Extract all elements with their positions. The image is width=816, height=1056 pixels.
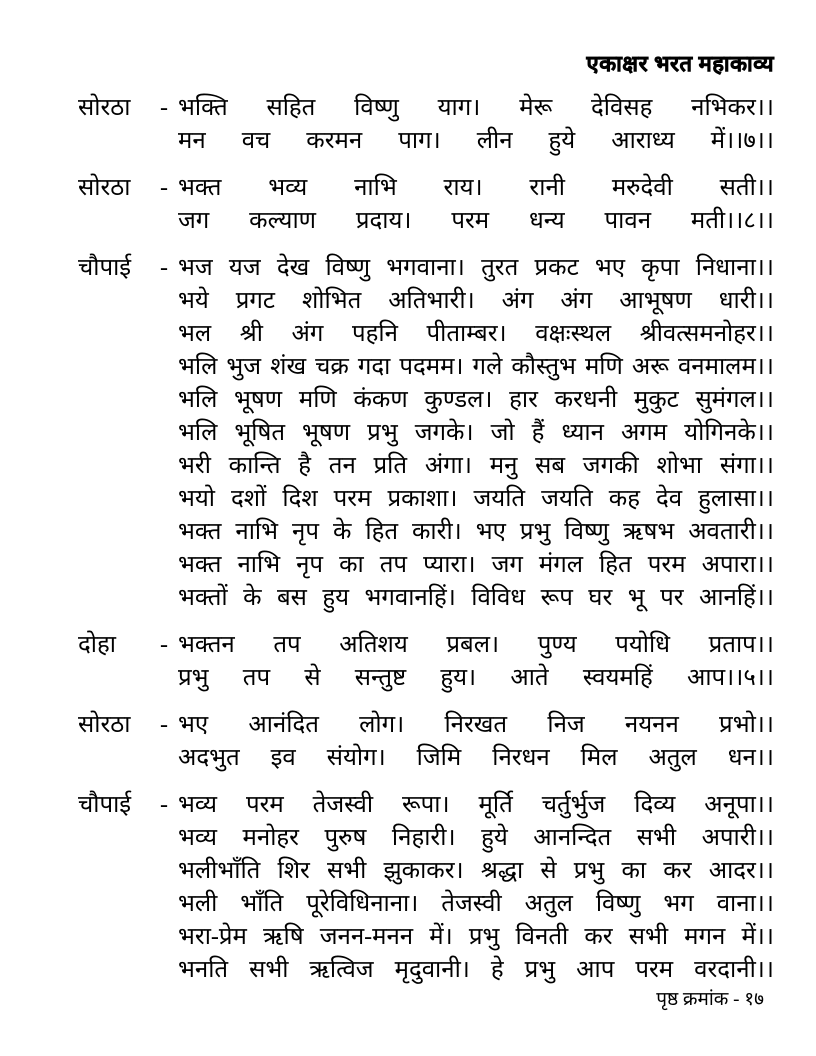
verse-line: भव्य मनोहर पुरुष निहारी। हुये आनन्दित सभी अपारी।। <box>178 825 774 851</box>
verse-line: भलीभाँति शिर सभी झुकाकर। श्रद्धा से प्रभु का कर आदर।। <box>178 858 774 884</box>
verse-line: जग कल्याण प्रदाय। परम धन्य पावन मती।।८।। <box>178 208 774 234</box>
stanza-dash: - <box>160 792 168 818</box>
stanza <box>78 92 774 158</box>
verse-line: भये प्रगट शोभित अतिभारी। अंग अंग आभूषण धारी।। <box>178 288 774 314</box>
stanza-type-label: चौपाई <box>78 255 132 281</box>
verse-line: भलि भूषित भूषण प्रभु जगके। जो हैं ध्यान अगम योगिनके।। <box>178 420 774 446</box>
stanza-lines <box>178 709 774 775</box>
stanza <box>78 629 774 695</box>
verse-line: भली भाँति पूरेविधिनाना। तेजस्वी अतुल विष्णु भग वाना।। <box>178 891 774 917</box>
verse-line: भनति सभी ऋत्विज मृदुवानी। हे प्रभु आप परम वरदानी।। <box>178 957 774 983</box>
page-header-title: एकाक्षर भरत महाकाव्य <box>586 51 774 76</box>
verse-line: अदभुत इव संयोग। जिमि निरधन मिल अतुल धन।। <box>178 745 774 771</box>
stanza <box>78 789 774 987</box>
verse-line: प्रभु तप से सन्तुष्ट हुय। आते स्वयमहिं आप।।५।। <box>178 665 774 691</box>
verse-line: भक्त नाभि नृप का तप प्यारा। जग मंगल हित परम अपारा।। <box>178 552 774 578</box>
verse-line: भक्त नाभि नृप के हित कारी। भए प्रभु विष्णु ऋषभ अवतारी।। <box>178 519 774 545</box>
stanza-type-label: सोरठा <box>78 712 131 738</box>
stanza-lines <box>178 252 774 615</box>
stanza <box>78 252 774 615</box>
stanza-dash: - <box>160 255 168 281</box>
verse-line: भलि भूषण मणि कंकण कुण्डल। हार करधनी मुकुट सुमंगल।। <box>178 387 774 413</box>
verse-line: भक्तों के बस हुय भगवानहिं। विविध रूप घर भू पर आनहिं।। <box>178 585 774 611</box>
stanza-lines <box>178 629 774 695</box>
verse-line: मन वच करमन पाग। लीन हुये आराध्य में।।७।। <box>178 128 774 154</box>
verse-line: भलि भुज शंख चक्र गदा पदमम। गले कौस्तुभ मणि अरू वनमालम।। <box>178 354 774 380</box>
verse-line: भक्त भव्य नाभि राय। रानी मरुदेवी सती।। <box>178 175 774 201</box>
stanza-dash: - <box>160 175 168 201</box>
stanza-dash: - <box>160 712 168 738</box>
page-number: पृष्ठ क्रमांक - १७ <box>656 989 764 1010</box>
verse-line: भज यज देख विष्णु भगवाना। तुरत प्रकट भए कृपा निधाना।। <box>178 255 774 281</box>
verse-line: भए आनंदित लोग। निरखत निज नयनन प्रभो।। <box>178 712 774 738</box>
stanza-lines <box>178 172 774 238</box>
verse-line: भयो दशों दिश परम प्रकाशा। जयति जयति कह देव हुलासा।। <box>178 486 774 512</box>
stanza-lines <box>178 92 774 158</box>
stanza-type-label: सोरठा <box>78 175 131 201</box>
verse-line: भक्ति सहित विष्णु याग। मेरू देविसह नभिकर।। <box>178 95 774 121</box>
stanza-type-label: सोरठा <box>78 95 131 121</box>
verse-line: भरा-प्रेम ऋषि जनन-मनन में। प्रभु विनती कर सभी मगन में।। <box>178 924 774 950</box>
stanza-dash: - <box>160 95 168 121</box>
stanza-dash: - <box>160 632 168 658</box>
stanza-type-label: चौपाई <box>78 792 132 818</box>
stanza <box>78 709 774 775</box>
verse-line: भरी कान्ति है तन प्रति अंगा। मनु सब जगकी शोभा संगा।। <box>178 453 774 479</box>
verse-line: भव्य परम तेजस्वी रूपा। मूर्ति चर्तुर्भुज दिव्य अनूपा।। <box>178 792 774 818</box>
stanza-list <box>78 92 774 987</box>
stanza-lines <box>178 789 774 987</box>
verse-line: भल श्री अंग पहनि पीताम्बर। वक्षःस्थल श्रीवत्समनोहर।। <box>178 321 774 347</box>
stanza-type-label: दोहा <box>78 632 116 658</box>
stanza <box>78 172 774 238</box>
verse-line: भक्तन तप अतिशय प्रबल। पुण्य पयोधि प्रताप।। <box>178 632 774 658</box>
